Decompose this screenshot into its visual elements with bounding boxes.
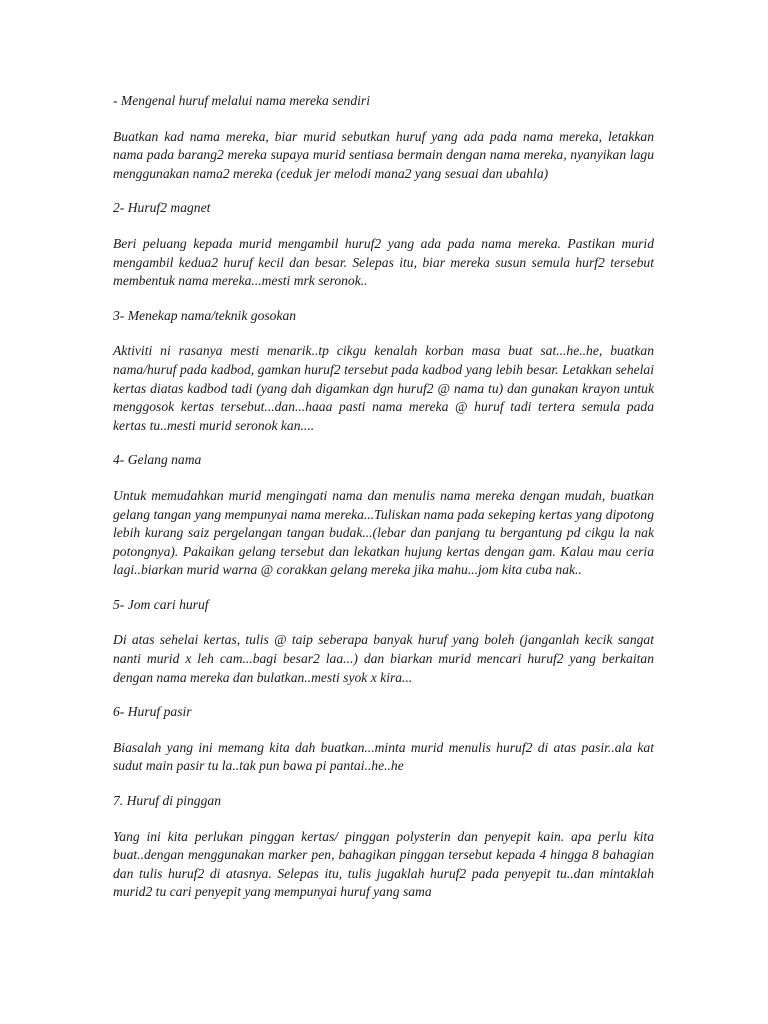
section-body-3: Aktiviti ni rasanya mesti menarik..tp cikgu kenalah korban masa buat sat...he..he, buatkan nama/huruf pada kadbod, gamkan huruf2 tersebut pada kadbod yang lebih besar. Letakkan sehelai kertas diatas kadbod tadi (yang dah digamkan dgn huruf2 @ nama tu) dan gunakan krayon untuk menggosok kertas tersebut...dan...haaa pasti nama mereka @ huruf tadi tertera semula pada kertas tu..mesti murid seronok kan.... bbox=[113, 343, 654, 433]
section-body-4: Untuk memudahkan murid mengingati nama dan menulis nama mereka dengan mudah, buatkan gelang tangan yang mempunyai nama mereka...Tuliskan nama pada sekeping kertas yang dipotong lebih kurang saiz pergelangan tangan budak...(lebar dan panjang tu bergantung pd cikgu la nak potongnya). Pakaikan gelang tersebut dan lekatkan hujung kertas dengan gam. Kalau mau ceria lagi..biarkan murid warna @ corakkan gelang mereka jika mahu...jom kita cuba nak.. bbox=[113, 487, 654, 578]
section-body-7: Yang ini kita perlukan pinggan kertas/ pinggan polysterin dan penyepit kain. apa perlu kita buat..dengan menggunakan marker pen, bahagikan pinggan tersebut kepada 4 hingga 8 bahagian dan tulis huruf2 di atasnya. Selepas itu, tulis jugaklah huruf2 pada penyepit tu..dan mintaklah murid2 tu cari penyepit yang mempunyai huruf yang sama bbox=[113, 828, 654, 900]
section-heading-2: 2- Huruf2 magnet bbox=[113, 200, 211, 216]
section-heading-7: 7. Huruf di pinggan bbox=[113, 793, 221, 809]
document-page bbox=[113, 92, 654, 902]
section-heading-1: - Mengenal huruf melalui nama mereka sendiri bbox=[113, 93, 370, 108]
section-heading-5: 5- Jom cari huruf bbox=[113, 596, 209, 612]
section-body-6: Biasalah yang ini memang kita dah buatkan...minta murid menulis huruf2 di atas pasir..ala kat sudut main pasir tu la..tak pun bawa pi pantai..he..he bbox=[113, 739, 654, 774]
section-body-1: Buatkan kad nama mereka, biar murid sebutkan huruf yang ada pada nama mereka, letakkan nama pada barang2 mereka supaya murid sentiasa bermain dengan nama mereka, nyanyikan lagu menggunakan nama2 mereka (ceduk jer melodi mana2 yang sesuai dan ubahla) bbox=[113, 128, 654, 181]
section-body-2: Beri peluang kepada murid mengambil huruf2 yang ada pada nama mereka. Pastikan murid mengambil kedua2 huruf kecil dan besar. Selepas itu, biar mereka susun semula hurf2 tersebut membentuk nama mereka...mesti mrk seronok.. bbox=[113, 235, 654, 289]
section-heading-6: 6- Huruf pasir bbox=[113, 704, 192, 720]
section-body-5: Di atas sehelai kertas, tulis @ taip seberapa banyak huruf yang boleh (janganlah kecik sangat nanti murid x leh cam...bagi besar2 laa...) dan biarkan murid mencari huruf2 yang berkaitan dengan nama mereka dan bulatkan..mesti syok x kira... bbox=[113, 632, 654, 685]
section-heading-3: 3- Menekap nama/teknik gosokan bbox=[113, 307, 297, 323]
section-heading-4: 4- Gelang nama bbox=[113, 452, 202, 468]
